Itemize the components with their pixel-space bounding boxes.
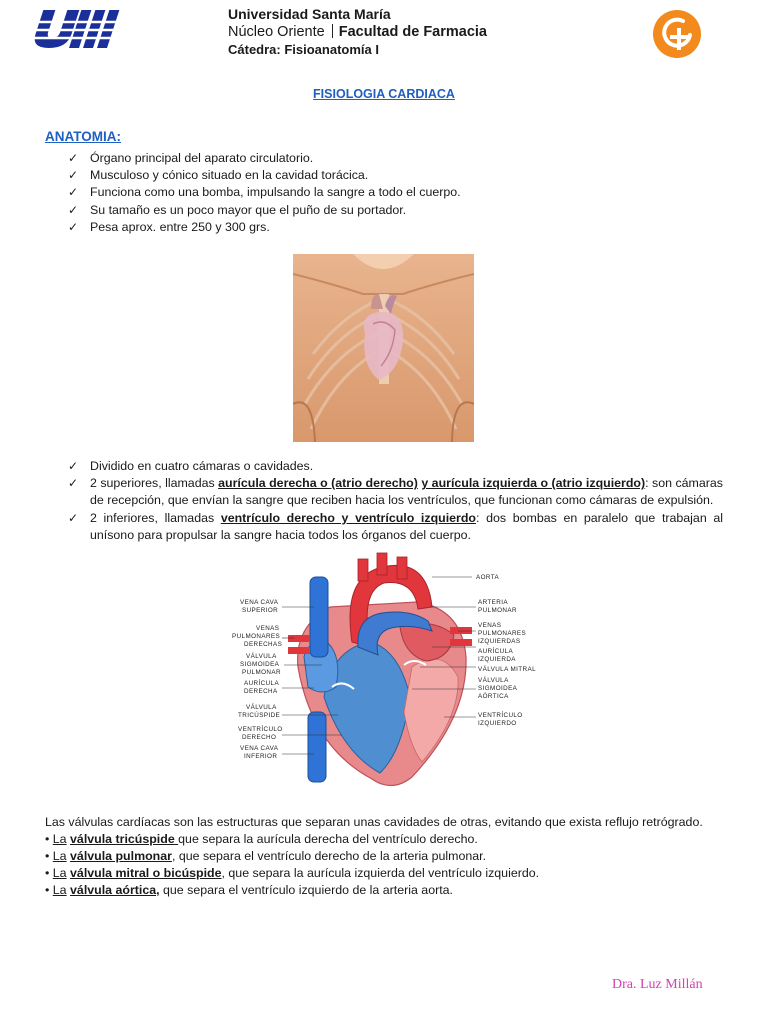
separator xyxy=(332,24,333,38)
page-title: FISIOLOGIA CARDIACA xyxy=(313,87,455,101)
valve-name: válvula pulmonar xyxy=(70,849,172,863)
list-item: ✓ Musculoso y cónico situado en la cavidad torácica. xyxy=(68,167,728,184)
label-auricula-derecha: AURÍCULA DERECHA xyxy=(244,680,280,695)
institution-header xyxy=(228,5,487,59)
list-item: ✓ Dividido en cuatro cámaras o cavidades. xyxy=(68,458,723,475)
check-icon: ✓ xyxy=(68,510,79,525)
check-icon: ✓ xyxy=(68,476,79,491)
section-title-anatomia: ANATOMIA: xyxy=(45,129,121,144)
pharmacy-logo xyxy=(652,9,702,59)
label-venas-pulmonares-izquierdas: VENAS PULMONARES IZQUIERDAS xyxy=(478,622,527,645)
chair-name: Cátedra: Fisioanatomía I xyxy=(228,42,379,57)
list-item: ✓ Funciona como una bomba, impulsando la sangre a todo el cuerpo. xyxy=(68,184,728,201)
check-icon: ✓ xyxy=(68,151,79,165)
label-valvula-tricuspide: VÁLVULA TRICÚSPIDE xyxy=(238,704,281,719)
check-icon: ✓ xyxy=(68,219,79,234)
list-item: ✓ Su tamaño es un poco mayor que el puño de su portador. xyxy=(68,202,728,219)
label-venas-pulmonares-derechas: VENAS PULMONARES DERECHAS xyxy=(232,625,283,648)
list-item: • La válvula mitral o bicúspide, que separa la aurícula izquierda del ventrículo izquierdo. xyxy=(45,866,540,880)
upper-chambers-term: aurícula derecha o (atrio derecho) xyxy=(218,476,418,491)
list-item: • La válvula tricúspide que separa la aurícula derecha del ventrículo derecho. xyxy=(45,832,478,846)
faculty-line xyxy=(228,23,487,41)
valves-intro: Las válvulas cardíacas son las estructuras que separan unas cavidades de otras, evitando que exista reflujo retrógrado. xyxy=(45,815,703,829)
label-vena-cava-superior: VENA CAVA SUPERIOR xyxy=(240,599,279,614)
torso-heart-illustration xyxy=(293,254,474,442)
list-item: ✓ Órgano principal del aparato circulatorio. xyxy=(68,150,728,167)
list-item: ✓ Pesa aprox. entre 250 y 300 grs. xyxy=(68,219,728,236)
label-arteria-pulmonar: ARTERIA PULMONAR xyxy=(478,599,517,614)
check-icon: ✓ xyxy=(68,459,79,473)
valves-list xyxy=(45,831,735,899)
list-item: ✓ 2 inferiores, llamadas ventrículo derecho y ventrículo izquierdo: dos bombas en paralelo que trabajan al unísono para propulsar la sangre hacia todos los órganos del cuerpo. xyxy=(68,510,724,542)
check-icon: ✓ xyxy=(68,202,79,217)
valve-name: válvula tricúspide xyxy=(70,832,179,846)
chambers-list xyxy=(68,458,723,544)
ventricles-term: ventrículo derecho y ventrículo izquierdo xyxy=(220,510,477,525)
label-auricula-izquierda: AURÍCULA IZQUIERDA xyxy=(478,648,516,663)
left-atrium-term: y aurícula izquierda o (atrio izquierdo) xyxy=(421,476,646,491)
check-icon: ✓ xyxy=(68,168,79,183)
valve-name: válvula aórtica, xyxy=(70,883,160,897)
label-ventriculo-derecho: VENTRÍCULO DERECHO xyxy=(238,726,283,741)
heart-anatomy-diagram xyxy=(232,547,542,795)
label-valvula-sigmoidea-aortica: VÁLVULA SIGMOIDEA AÓRTICA xyxy=(478,677,518,700)
label-valvula-sigmoidea-pulmonar: VÁLVULA SIGMOIDEA PULMONAR xyxy=(240,653,281,676)
label-vena-cava-inferior: VENA CAVA INFERIOR xyxy=(240,745,279,760)
valve-name: válvula mitral o bicúspide xyxy=(70,866,222,880)
list-item: • La válvula aórtica, que separa el ventrículo izquierdo de la arteria aorta. xyxy=(45,883,453,897)
label-ventriculo-izquierdo: VENTRÍCULO IZQUIERDO xyxy=(478,712,523,727)
author-signature: Dra. Luz Millán xyxy=(612,977,703,992)
usm-logo xyxy=(30,8,122,52)
list-item: • La válvula pulmonar, que separa el ventrículo derecho de la arteria pulmonar. xyxy=(45,849,487,863)
check-icon: ✓ xyxy=(68,185,79,200)
anatomy-list xyxy=(68,150,728,236)
nucleus-name: Núcleo Oriente xyxy=(228,24,325,40)
list-item: ✓ 2 superiores, llamadas aurícula derecha o (atrio derecho) y aurícula izquierda o (atrio izquierdo): son cámaras de recepción, que envían la sangre que reciben hacia los ventrículos, que funcionan como cámaras de expulsión. xyxy=(68,476,723,508)
faculty-name: Facultad de Farmacia xyxy=(338,24,487,40)
valves-section xyxy=(45,814,735,899)
label-aorta: AORTA xyxy=(476,574,500,581)
university-name: Universidad Santa María xyxy=(228,6,391,22)
label-valvula-mitral: VÁLVULA MITRAL xyxy=(478,666,536,673)
